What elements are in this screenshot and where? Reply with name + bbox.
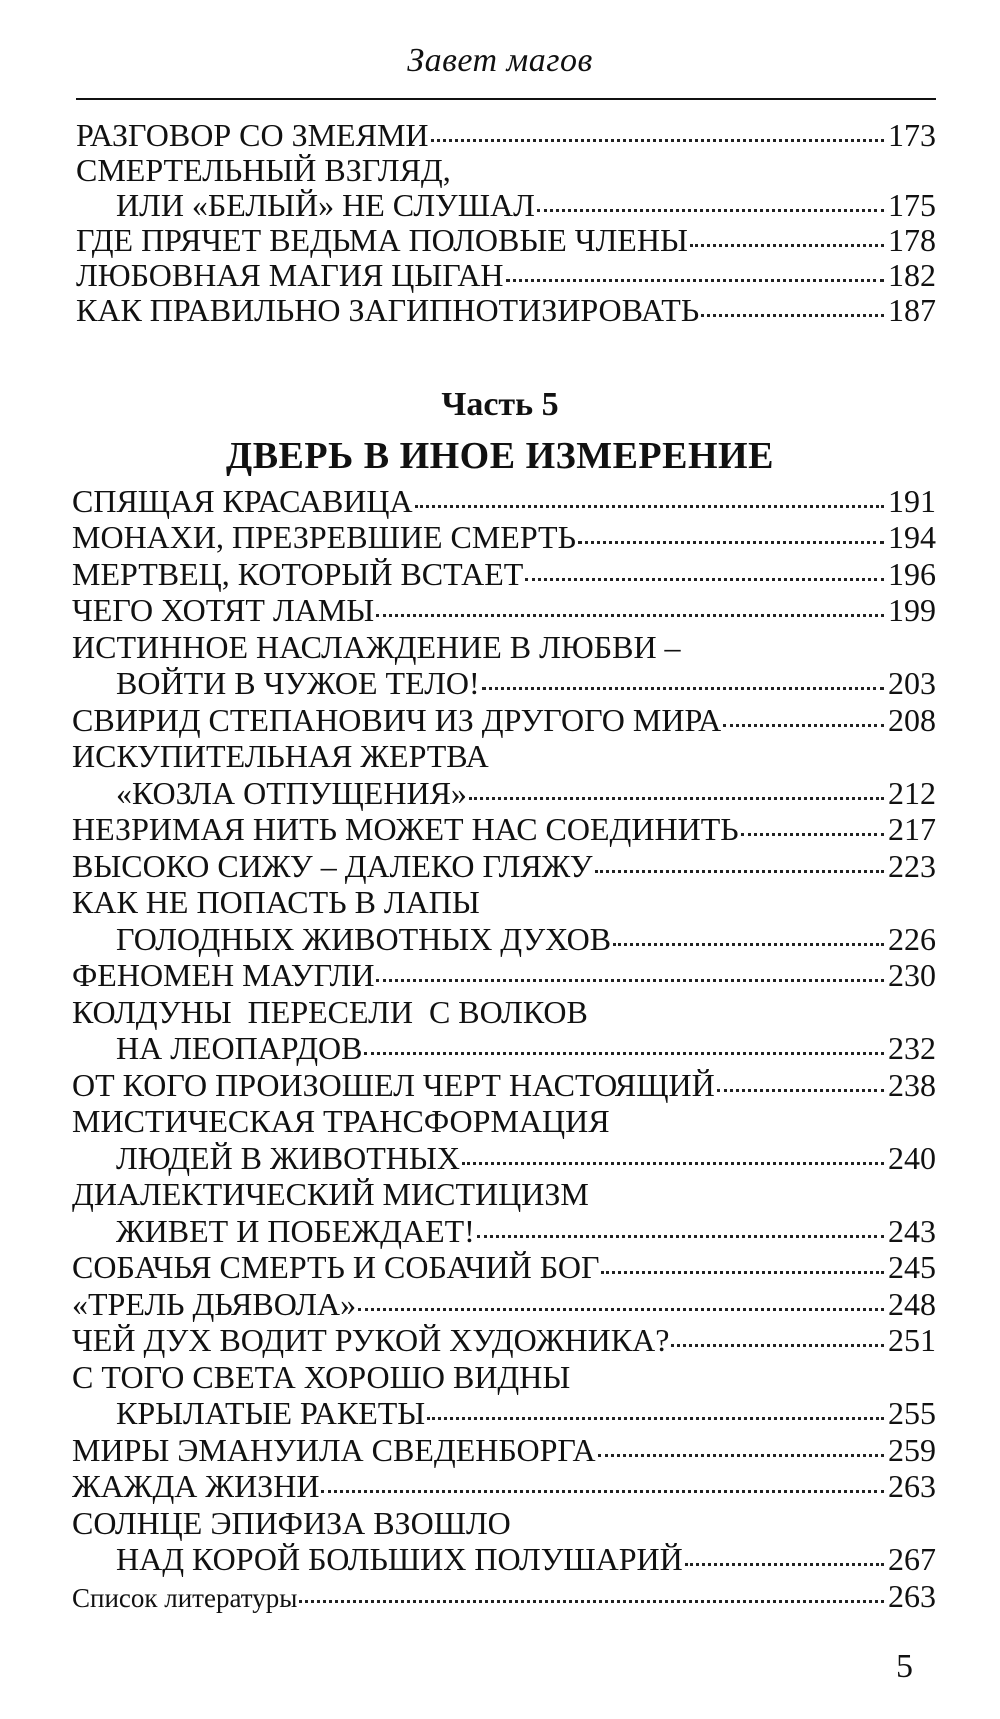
toc-entry-title: ГОЛОДНЫХ ЖИВОТНЫХ ДУХОВ [116,921,612,957]
toc-entry-page: 187 [888,292,936,328]
toc-entry-title: ЧЕГО ХОТЯТ ЛАМЫ [72,592,375,628]
toc-entry-title: РАЗГОВОР СО ЗМЕЯМИ [76,117,429,153]
toc-entry-title: ВОЙТИ В ЧУЖОЕ ТЕЛО! [116,665,480,701]
toc-entry-title: НЕЗРИМАЯ НИТЬ МОЖЕТ НАС СОЕДИНИТЬ [72,811,739,847]
dot-leader [469,797,884,800]
toc-entry[interactable] [76,151,936,189]
dot-leader [358,1308,884,1311]
toc-entry[interactable] [76,116,936,154]
dot-leader [578,541,884,544]
toc-entry-title: ФЕНОМЕН МАУГЛИ [72,957,375,993]
toc-entry-continuation[interactable] [116,1212,936,1250]
dot-leader [525,578,884,581]
toc-entry-title: ЖИВЕТ И ПОБЕЖДАЕТ! [116,1213,475,1249]
page-number: 5 [896,1648,913,1685]
dot-leader [462,1162,884,1165]
toc-entry-continuation[interactable] [116,920,936,958]
toc-entry-page: 245 [888,1249,936,1285]
dot-leader [415,505,884,508]
toc-entry[interactable] [72,956,936,994]
toc-entry-page: 248 [888,1286,936,1322]
toc-entry[interactable] [72,1504,936,1542]
dot-leader [482,687,884,690]
toc-entry-page: 203 [888,665,936,701]
toc-entry-page: 191 [888,483,936,519]
toc-entry-title: МЕРТВЕЦ, КОТОРЫЙ ВСТАЕТ [72,556,524,592]
toc-entry[interactable] [72,737,936,775]
dot-leader [299,1600,884,1603]
toc-entry[interactable] [72,1285,936,1323]
toc-entry[interactable] [72,1248,936,1286]
toc-entry-continuation[interactable] [116,1029,936,1067]
toc-entry-continuation[interactable] [116,664,936,702]
toc-entry-continuation[interactable] [116,1139,936,1177]
toc-entry-title: ИСКУПИТЕЛЬНАЯ ЖЕРТВА [72,738,489,774]
toc-entry-title: «КОЗЛА ОТПУЩЕНИЯ» [116,775,467,811]
toc-entry[interactable] [72,591,936,629]
dot-leader [376,979,884,982]
toc-entry-page: 226 [888,921,936,957]
toc-entry-title: ОТ КОГО ПРОИЗОШЕЛ ЧЕРТ НАСТОЯЩИЙ [72,1067,715,1103]
toc-entry-title: НАД КОРОЙ БОЛЬШИХ ПОЛУШАРИЙ [116,1541,683,1577]
dot-leader [717,1089,884,1092]
toc-entry[interactable] [72,847,936,885]
toc-entry-page: 212 [888,775,936,811]
toc-entry[interactable] [72,993,936,1031]
toc-entry-title: ЧЕЙ ДУХ ВОДИТ РУКОЙ ХУДОЖНИКА? [72,1322,670,1358]
toc-entry-page: 251 [888,1322,936,1358]
toc-entry[interactable] [72,482,936,520]
toc-entry-continuation[interactable] [116,774,936,812]
dot-leader [723,724,884,727]
toc-entry[interactable] [72,701,936,739]
dot-leader [598,1454,884,1457]
toc-entry-page: 259 [888,1432,936,1468]
toc-entry-title: МИРЫ ЭМАНУИЛА СВЕДЕНБОРГА [72,1432,596,1468]
toc-entry[interactable] [72,1358,936,1396]
toc-entry-page: 255 [888,1395,936,1431]
dot-leader [477,1235,884,1238]
dot-leader [364,1052,884,1055]
toc-entry-bibliography[interactable] [72,1577,936,1615]
toc-entry[interactable] [72,1431,936,1469]
toc-entry-title: СОЛНЦЕ ЭПИФИЗА ВЗОШЛО [72,1505,511,1541]
toc-entry-title: ИСТИННОЕ НАСЛАЖДЕНИЕ В ЛЮБВИ – [72,629,681,665]
dot-leader [595,870,884,873]
dot-leader [321,1490,884,1493]
toc-entry-title: КАК ПРАВИЛЬНО ЗАГИПНОТИЗИРОВАТЬ [76,292,700,328]
toc-entry-page: 232 [888,1030,936,1066]
dot-leader [376,614,884,617]
toc-entry-page: 217 [888,811,936,847]
toc-entry-title: «ТРЕЛЬ ДЬЯВОЛА» [72,1286,357,1322]
toc-entry[interactable] [76,221,936,259]
dot-leader [537,209,884,212]
dot-leader [431,139,885,142]
toc-entry-title: ИЛИ «БЕЛЫЙ» НЕ СЛУШАЛ [116,187,535,223]
toc-entry[interactable] [72,518,936,556]
toc-entry[interactable] [72,1102,936,1140]
part-label: Часть 5 [441,386,559,423]
toc-entry-title: СВИРИД СТЕПАНОВИЧ ИЗ ДРУГОГО МИРА [72,702,722,738]
toc-entry[interactable] [72,1175,936,1213]
toc-entry-page: 196 [888,556,936,592]
toc-entry[interactable] [76,291,936,329]
toc-entry[interactable] [76,256,936,294]
dot-leader [601,1271,884,1274]
toc-entry-title: СМЕРТЕЛЬНЫЙ ВЗГЛЯД, [76,152,451,188]
toc-entry[interactable] [72,555,936,593]
part-title: ДВЕРЬ В ИНОЕ ИЗМЕРЕНИЕ [226,435,774,477]
toc-entry-title: КРЫЛАТЫЕ РАКЕТЫ [116,1395,426,1431]
dot-leader [685,1563,884,1566]
toc-entry-page: 223 [888,848,936,884]
toc-entry-page: 194 [888,519,936,555]
toc-entry-title: НА ЛЕОПАРДОВ [116,1030,363,1066]
toc-entry-continuation[interactable] [116,1394,936,1432]
toc-entry-title: ГДЕ ПРЯЧЕТ ВЕДЬМА ПОЛОВЫЕ ЧЛЕНЫ [76,222,688,258]
toc-entry-continuation[interactable] [116,186,936,224]
toc-entry[interactable] [72,1321,936,1359]
toc-entry-page: 263 [888,1578,936,1614]
dot-leader [613,943,884,946]
toc-entry-page: 208 [888,702,936,738]
toc-entry-page: 175 [888,187,936,223]
toc-entry-title: КОЛДУНЫ ПЕРЕСЕЛИ С ВОЛКОВ [72,994,588,1030]
toc-entry-page: 230 [888,957,936,993]
dot-leader [701,314,884,317]
toc-entry-title: КАК НЕ ПОПАСТЬ В ЛАПЫ [72,884,480,920]
toc-entry-title: С ТОГО СВЕТА ХОРОШО ВИДНЫ [72,1359,571,1395]
toc-entry[interactable] [72,883,936,921]
toc-entry[interactable] [72,628,936,666]
toc-entry-page: 243 [888,1213,936,1249]
toc-entry[interactable] [72,810,936,848]
running-head: Завет магов [407,42,593,79]
toc-entry-title: СПЯЩАЯ КРАСАВИЦА [72,483,413,519]
toc-entry-page: 178 [888,222,936,258]
toc-entry-page: 263 [888,1468,936,1504]
toc-entry[interactable] [72,1467,936,1505]
toc-entry-page: 267 [888,1541,936,1577]
toc-entry-title: ЖАЖДА ЖИЗНИ [72,1468,320,1504]
toc-entry-title: ЛЮБОВНАЯ МАГИЯ ЦЫГАН [76,257,504,293]
dot-leader [506,279,884,282]
toc-entry-title: Список литературы [72,1583,298,1613]
toc-entry-page: 182 [888,257,936,293]
toc-entry-continuation[interactable] [116,1540,936,1578]
dot-leader [671,1344,884,1347]
toc-entry-title: МОНАХИ, ПРЕЗРЕВШИЕ СМЕРТЬ [72,519,576,555]
toc-entry-title: МИСТИЧЕСКАЯ ТРАНСФОРМАЦИЯ [72,1103,610,1139]
toc-entry-title: ДИАЛЕКТИЧЕСКИЙ МИСТИЦИЗМ [72,1176,589,1212]
toc-entry[interactable] [72,1066,936,1104]
toc-entry-title: СОБАЧЬЯ СМЕРТЬ И СОБАЧИЙ БОГ [72,1249,600,1285]
toc-entry-page: 238 [888,1067,936,1103]
dot-leader [690,244,884,247]
toc-entry-page: 173 [888,117,936,153]
dot-leader [741,833,884,836]
dot-leader [427,1417,884,1420]
toc-entry-title: ВЫСОКО СИЖУ – ДАЛЕКО ГЛЯЖУ [72,848,593,884]
toc-entry-page: 240 [888,1140,936,1176]
toc-entry-title: ЛЮДЕЙ В ЖИВОТНЫХ [116,1140,460,1176]
header-rule [76,98,936,100]
toc-entry-page: 199 [888,592,936,628]
